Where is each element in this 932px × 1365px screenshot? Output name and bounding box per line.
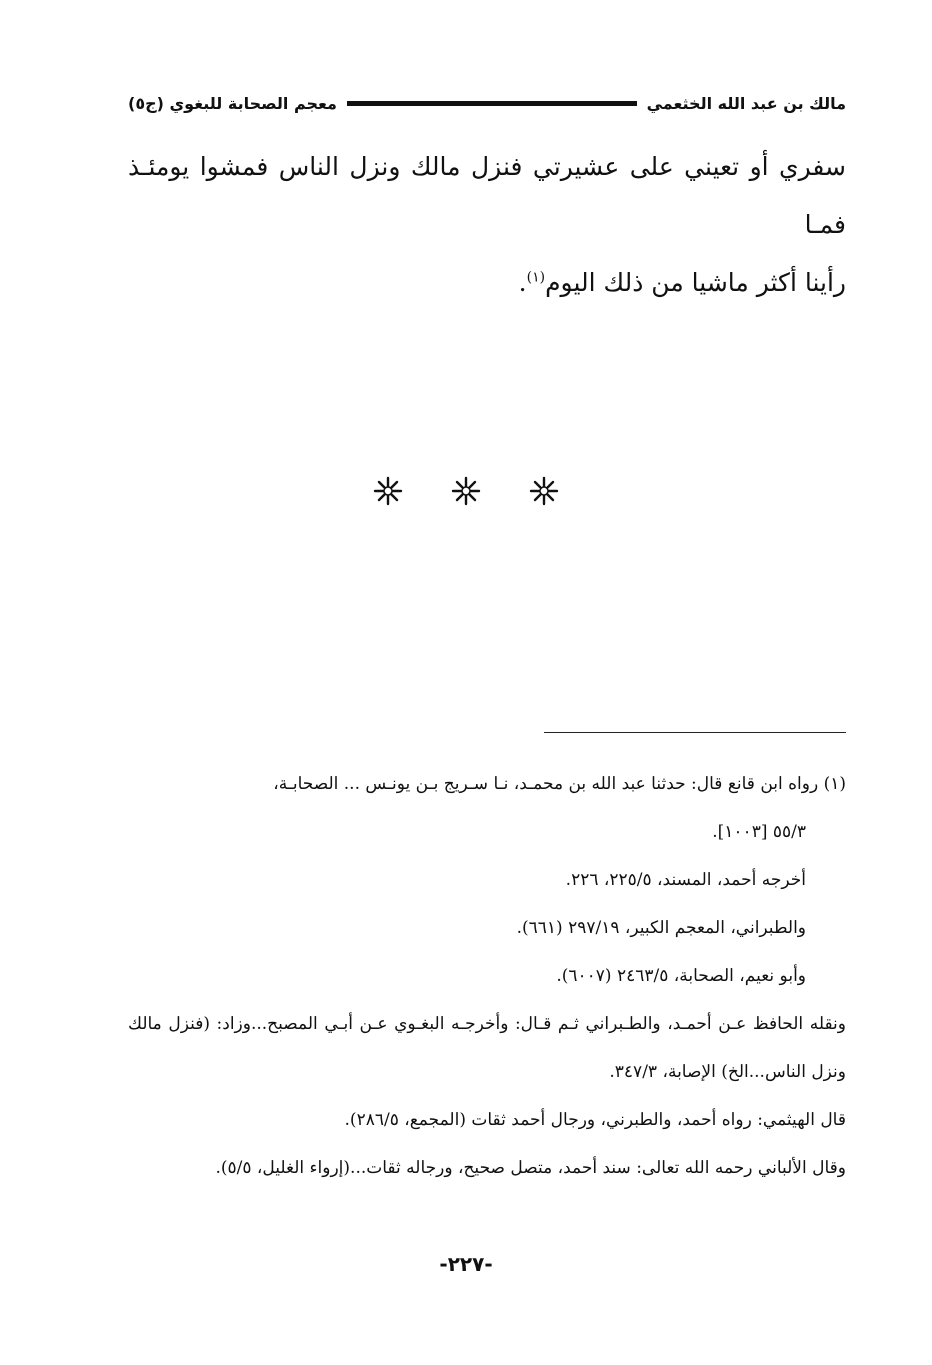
body-line: سفري أو تعيني على عشيرتي فنزل مالك ونزل الناس فمشوا يومئـذ فمـا <box>128 152 846 239</box>
footnote-line: والطبراني، المعجم الكبير، ٢٩٧/١٩ (٦٦١). <box>516 918 806 938</box>
running-header <box>128 90 846 116</box>
footnote-line: أخرجه أحمد، المسند، ٢٢٥/٥، ٢٢٦. <box>565 870 806 890</box>
footnote-line: قال الهيثمي: رواه أحمد، والطبرني، ورجال أحمد ثقات (المجمع، ٢٨٦/٥). <box>344 1110 846 1130</box>
footnote-separator <box>544 732 846 733</box>
star-ornament-icon <box>529 476 559 506</box>
star-ornament-icon <box>373 476 403 506</box>
star-ornament-icon <box>451 476 481 506</box>
body-text <box>128 138 846 312</box>
header-left-title: معجم الصحابة للبغوي (ج٥) <box>128 93 337 113</box>
footnotes <box>128 760 846 1192</box>
page-number: -٢٢٧- <box>439 1252 493 1276</box>
footnote-line: وقال الألباني رحمه الله تعالى: سند أحمد، متصل صحيح، ورجاله ثقات...(إرواء الغليل، ٥/٥). <box>215 1158 846 1178</box>
header-right-title: مالك بن عبد الله الخثعمي <box>646 93 846 113</box>
footnote-line: (١) رواه ابن قانع قال: حدثنا عبد الله بن محمـد، نـا سـريج بـن يونـس ... الصحابـة، <box>273 774 846 794</box>
footnote-line: ٥٥/٣ [١٠٠٣]. <box>712 822 806 842</box>
footnote-marker: (١) <box>526 269 546 286</box>
header-rule <box>347 101 637 106</box>
body-line-text: رأينا أكثر ماشيا من ذلك اليوم <box>545 268 846 297</box>
section-ornaments <box>0 476 932 516</box>
body-line <box>128 254 846 312</box>
footnote-line: ونقله الحافظ عـن أحمـد، والطـبراني ثـم قـال: وأخرجـه البغـوي عـن أبـي المصبح...وزاد: (فنزل مالك ونزل الناس...الخ) الإصابة، ٣٤٧/٣. <box>128 1014 846 1082</box>
body-line-end: . <box>518 268 527 297</box>
footnote-line: وأبو نعيم، الصحابة، ٢٤٦٣/٥ (٦٠٠٧). <box>556 966 806 986</box>
